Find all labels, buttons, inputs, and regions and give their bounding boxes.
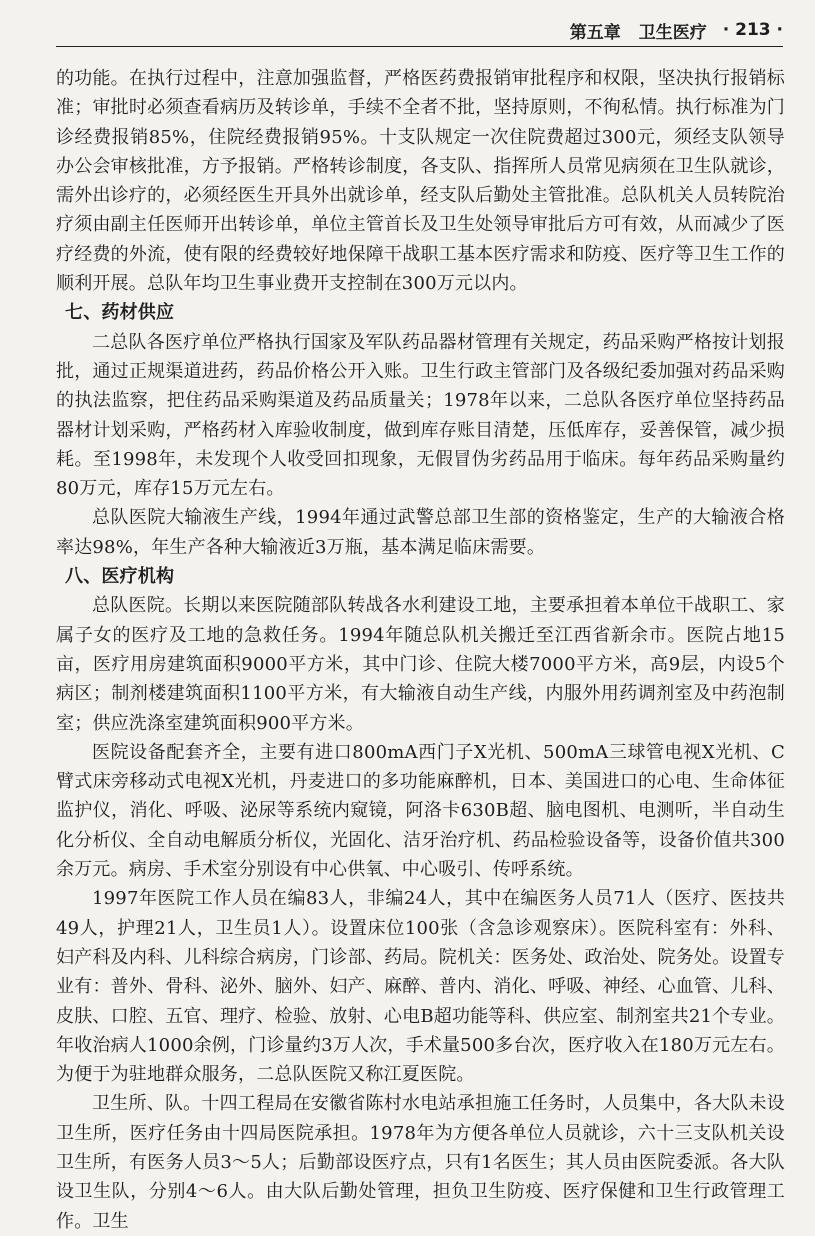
paragraph: 二总队各医疗单位严格执行国家及军队药品器材管理有关规定，药品采购严格按计划报批，通过正规渠道进药，药品价格公开入账。卫生行政主管部门及各级纪委加强对药品采购的执法监察，把住药品采购渠道及药品质量关；1978年以来，二总队各医疗单位坚持药品器材计划采购，严格药材入库验收制度，做到库存账目清楚，压低库存，妥善保管，减少损耗。至1998年，未发现个人收受回扣现象，无假冒伪劣药品用于临床。每年药品采购量约80万元，库存15万元左右。 — [56, 331, 785, 500]
paragraph: 卫生所、队。十四工程局在安徽省陈村水电站承担施工任务时，人员集中，各大队未设卫生所，医疗任务由十四局医院承担。1978年为方便各单位人员就诊，六十三支队机关设卫生所，有医务人员3～5人；后勤部设医疗点，只有1名医生；其人员由医院委派。各大队设卫生队，分别4～6人。由大队后勤处管理，担负卫生防疫、医疗保健和卫生行政管理工作。卫生 — [56, 1093, 785, 1232]
paragraph: 1997年医院工作人员在编83人，非编24人，其中在编医务人员71人（医疗、医技共49人，护理21人，卫生员1人）。设置床位100张（含急诊观察床）。医院科室有：外科、妇产科及内科、儿科综合病房，门诊部、药局。院机关：医务处、政治处、院务处。设置专业有：普外、骨科、泌外、脑外、妇产、麻醉、普内、消化、呼吸、神经、心血管、儿科、皮肤、口腔、五官、理疗、检验、放射、心电B超功能等科、供应室、制剂室共21个专业。年收治病人1000余例，门诊量约3万人次，手术量500多台次，医疗收入在180万元左右。为便于为驻地群众服务，二总队医院又称江夏医院。 — [56, 888, 785, 1086]
paragraph: 的功能。在执行过程中，注意加强监督，严格医药费报销审批程序和权限，坚决执行报销标准；审批时必须查看病历及转诊单，手续不全者不批，坚持原则，不徇私情。执行标准为门诊经费报销85%，住院经费报销95%。十支队规定一次住院费超过300元，须经支队领导办公会审核批准，方予报销。严格转诊制度，各支队、指挥所人员常见病须在卫生队就诊，需外出诊疗的，必须经医生开具外出就诊单，经支队后勤处主管批准。总队机关人员转院治疗须由副主任医师开出转诊单，单位主管首长及卫生处领导审批后方可有效，从而减少了医疗经费的外流，使有限的经费较好地保障干战职工基本医疗需求和防疫、医疗等卫生工作的顺利开展。总队年均卫生事业费开支控制在300万元以内。 — [56, 68, 785, 295]
chapter-number: 第五章 — [569, 22, 621, 43]
paragraph: 总队医院。长期以来医院随部队转战各水利建设工地，主要承担着本单位干战职工、家属子女的医疗及工地的急救任务。1994年随总队机关搬迁至江西省新余市。医院占地15亩，医疗用房建筑面积9000平方米，其中门诊、住院大楼7000平方米，高9层，内设5个病区；制剂楼建筑面积1100平方米，有大输液自动生产线，内服外用药调剂室及中药泡制室；供应洗涤室建筑面积900平方米。 — [56, 595, 785, 734]
running-header — [56, 14, 783, 47]
page-body — [56, 64, 785, 1236]
paragraph: 总队医院大输液生产线，1994年通过武警总部卫生部的资格鉴定，生产的大输液合格率达98%，年生产各种大输液近3万瓶，基本满足临床需要。 — [56, 507, 785, 558]
section-heading: 八、医疗机构 — [65, 566, 175, 588]
chapter-title: 卫生医疗 — [638, 22, 707, 43]
paragraph: 医院设备配套齐全，主要有进口800mA西门子X光机、500mA三球管电视X光机、C臂式床旁移动式电视X光机，丹麦进口的多功能麻醉机，日本、美国进口的心电、生命体征监护仪，消化、呼吸、泌尿等系统内窥镜，阿洛卡630B超、脑电图机、电测听，半自动生化分析仪、全自动电解质分析仪，光固化、洁牙治疗机、药品检验设备等，设备价值共300余万元。病房、手术室分别设有中心供氧、中心吸引、传呼系统。 — [56, 741, 785, 881]
page-number: · 213 · — [722, 20, 783, 40]
section-heading: 七、药材供应 — [65, 302, 175, 324]
